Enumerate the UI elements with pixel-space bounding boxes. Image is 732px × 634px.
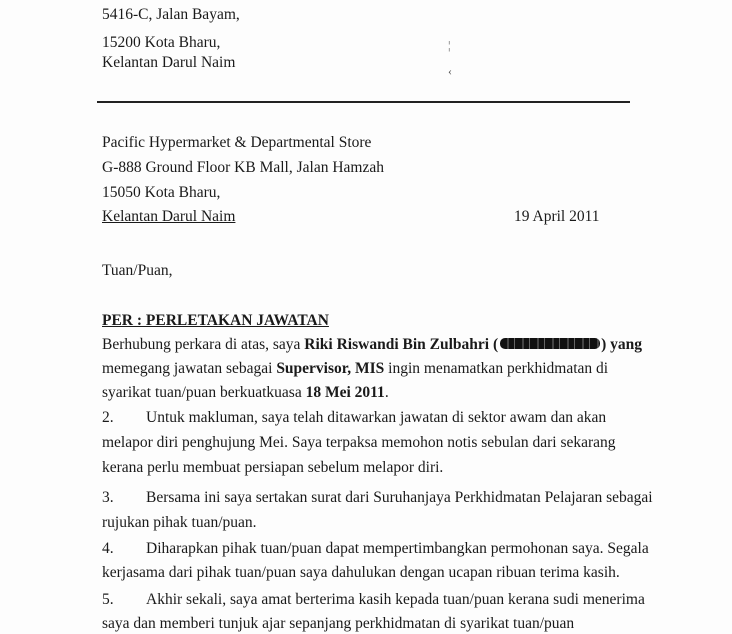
p1-paren-close: ) yang: [601, 336, 643, 353]
paragraph-3-number: 3.: [102, 489, 114, 506]
scan-mark: ¦: [448, 38, 451, 52]
p1-text: ingin menamatkan perkhidmatan di: [384, 360, 609, 377]
salutation: Tuan/Puan,: [102, 262, 173, 279]
header-divider: [97, 101, 630, 103]
recipient-address-line-1: Pacific Hypermarket & Departmental Store: [102, 134, 372, 151]
recipient-address-line-2: G-888 Ground Floor KB Mall, Jalan Hamzah: [102, 159, 384, 176]
paragraph-4-number: 4.: [102, 540, 114, 557]
paragraph-4-line-2: kerjasama dari pihak tuan/puan saya dahulukan dengan ucapan ribuan terima kasih.: [102, 564, 620, 581]
paragraph-5-line-1: Akhir sekali, saya amat berterima kasih kepada tuan/puan kerana sudi menerima: [146, 591, 645, 608]
paragraph-4-line-1: Diharapkan pihak tuan/puan dapat mempertimbangkan permohonan saya. Segala: [146, 540, 649, 557]
paragraph-1-line-1: [102, 335, 642, 355]
paragraph-2-line-3: kerana perlu membuat persiapan sebelum melapor diri.: [102, 459, 444, 476]
letter-date: 19 April 2011: [514, 208, 600, 225]
paragraph-1-line-2: [102, 359, 608, 379]
subject-line: PER : PERLETAKAN JAWATAN: [102, 312, 329, 329]
recipient-address-line-4: Kelantan Darul Naim: [102, 208, 236, 225]
redacted-ic-number: [500, 338, 600, 349]
paragraph-5-number: 5.: [102, 591, 114, 608]
job-title: Supervisor, MIS: [276, 360, 385, 377]
sender-address-line-3: Kelantan Darul Naim: [102, 54, 236, 71]
effective-date: 18 Mei 2011: [305, 384, 385, 401]
recipient-address-line-3: 15050 Kota Bharu,: [102, 184, 221, 201]
employee-name: Riki Riswandi Bin Zulbahri: [304, 336, 490, 353]
p1-text: Berhubung perkara di atas, saya: [102, 336, 305, 353]
p1-text: memegang jawatan sebagai: [102, 360, 277, 377]
paragraph-2-line-1: Untuk makluman, saya telah ditawarkan jawatan di sektor awam dan akan: [146, 409, 607, 426]
paragraph-1-line-3: [102, 383, 389, 403]
paragraph-2-number: 2.: [102, 409, 114, 426]
p1-paren-open: (: [489, 336, 499, 353]
sender-address-line-1: 5416-C, Jalan Bayam,: [102, 6, 240, 23]
paragraph-3-line-2: rujukan pihak tuan/puan.: [102, 514, 257, 531]
p1-text: .: [384, 384, 389, 401]
scan-mark: ‹: [448, 64, 452, 78]
paragraph-3-line-1: Bersama ini saya sertakan surat dari Suruhanjaya Perkhidmatan Pelajaran sebagai: [146, 489, 653, 506]
paragraph-5-line-2: saya dan memberi tunjuk ajar sepanjang perkhidmatan di syarikat tuan/puan: [102, 615, 575, 632]
paragraph-2-line-2: melapor diri penghujung Mei. Saya terpaksa memohon notis sebulan dari sekarang: [102, 434, 616, 451]
p1-text: syarikat tuan/puan berkuatkuasa: [102, 384, 306, 401]
sender-address-line-2: 15200 Kota Bharu,: [102, 34, 221, 51]
